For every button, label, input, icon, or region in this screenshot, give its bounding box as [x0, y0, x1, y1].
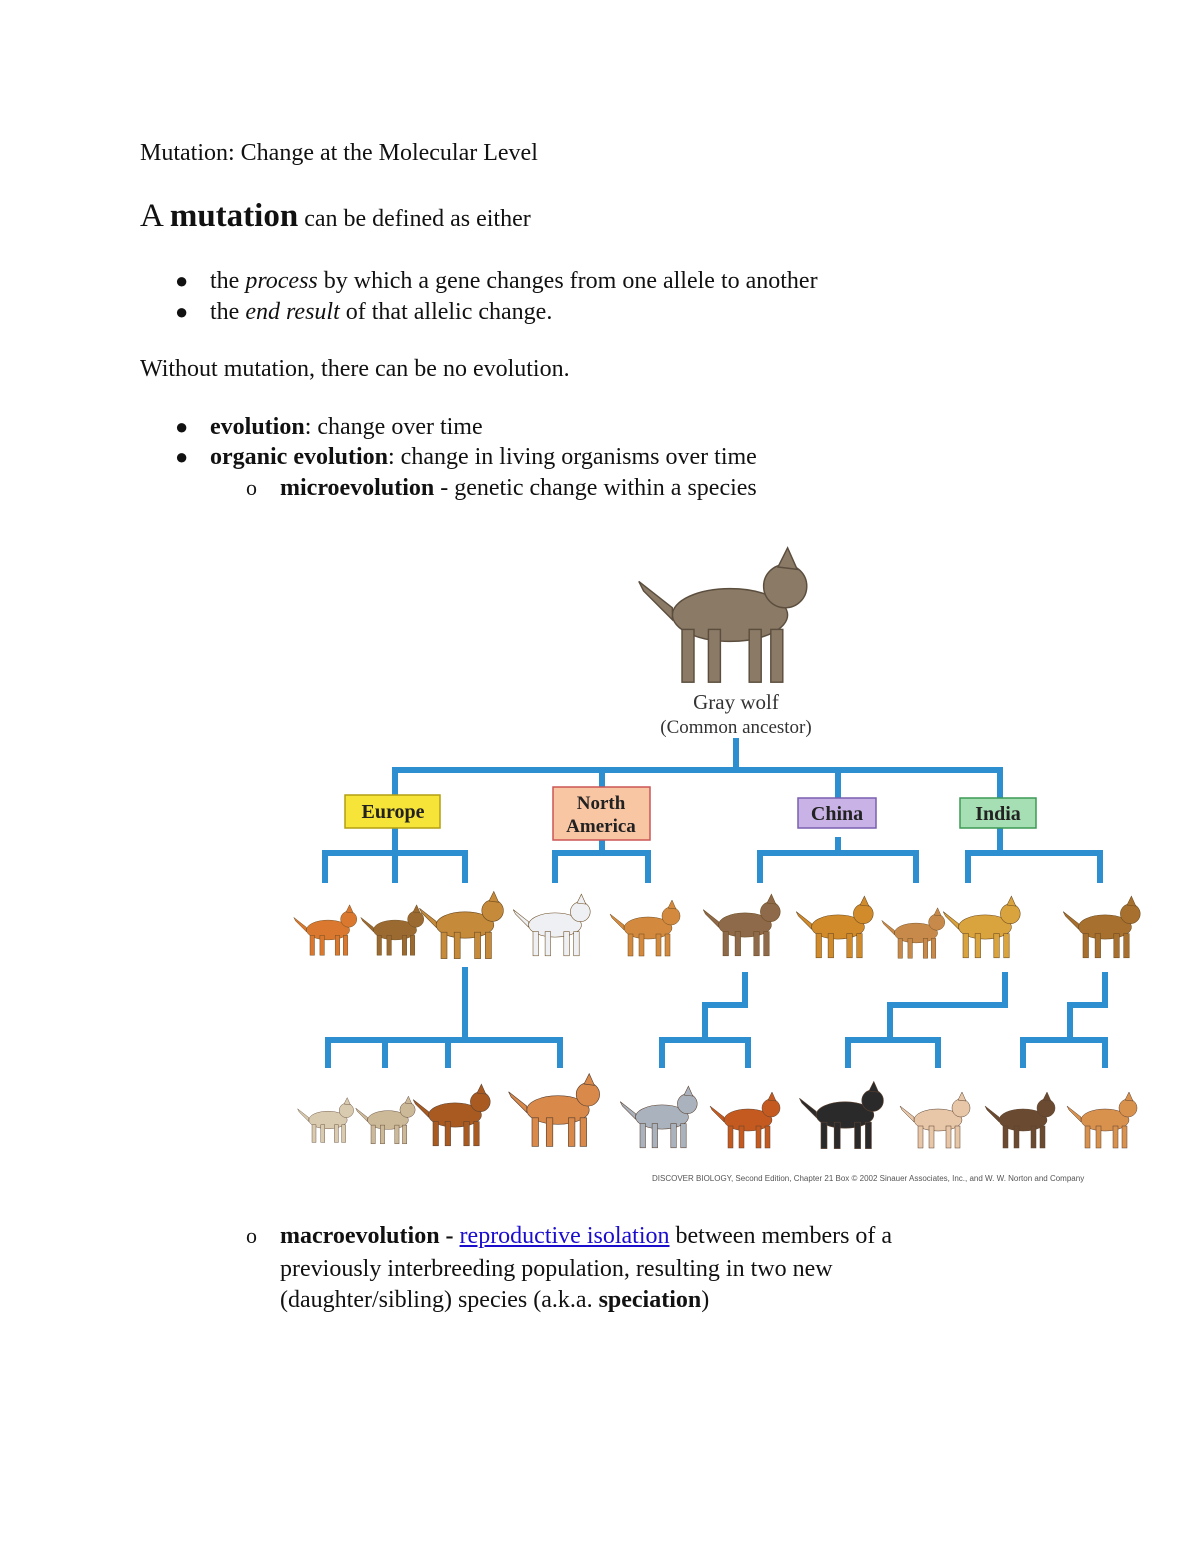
bullet-icon: ● [175, 444, 189, 469]
circle-bullet-icon: o [246, 1223, 257, 1248]
list-item: ● organic evolution: change in living organisms over time [175, 444, 757, 470]
list-item: ● evolution: change over time [175, 414, 483, 440]
gray-wolf-illustration [639, 548, 807, 682]
macro-line-3: (daughter/sibling) species (a.k.a. speciation) [280, 1287, 710, 1313]
list-item: o macroevolution - reproductive isolation between members of a [246, 1223, 893, 1249]
list-item: o microevolution - genetic change within a species [246, 475, 757, 501]
page-title: Mutation: Change at the Molecular Level [140, 140, 538, 166]
svg-text:India: India [975, 803, 1021, 825]
svg-text:China: China [810, 803, 864, 825]
figure-credit: DISCOVER BIOLOGY, Second Edition, Chapter 21 Box © 2002 Sinauer Associates, Inc., and W. W. Norton and Company [652, 1174, 1085, 1183]
dog-breed-illustrations-row-1 [294, 891, 1140, 958]
list-item: ● the end result of that allelic change. [175, 299, 553, 325]
svg-text:America: America [566, 816, 636, 837]
reproductive-isolation-link[interactable]: reproductive isolation [459, 1223, 670, 1249]
bullet-icon: ● [175, 268, 189, 293]
region-north-america [553, 787, 650, 840]
region-europe [345, 795, 440, 828]
dog-breed-illustrations-row-2 [298, 1074, 1137, 1149]
circle-bullet-icon: o [246, 475, 257, 500]
definition-term: mutation [169, 198, 299, 234]
definition-prefix: A [140, 198, 164, 234]
svg-text:North: North [576, 793, 626, 814]
phylogeny-tree-lines [325, 741, 1105, 1065]
ancestor-sublabel: (Common ancestor) [660, 717, 812, 738]
definition-suffix: can be defined as either [304, 206, 531, 232]
dog-evolution-figure [290, 535, 1160, 1195]
bullet-icon: ● [175, 414, 189, 439]
region-china [798, 798, 876, 828]
evolution-statement: Without mutation, there can be no evolution. [140, 356, 570, 382]
macro-line-2: previously interbreeding population, resulting in two new [280, 1256, 833, 1282]
svg-text:Europe: Europe [361, 801, 425, 823]
ancestor-label: Gray wolf [693, 690, 779, 714]
region-india [960, 798, 1036, 828]
list-item: ● the process by which a gene changes from one allele to another [175, 268, 818, 294]
mutation-definition [140, 198, 531, 235]
bullet-icon: ● [175, 299, 189, 324]
